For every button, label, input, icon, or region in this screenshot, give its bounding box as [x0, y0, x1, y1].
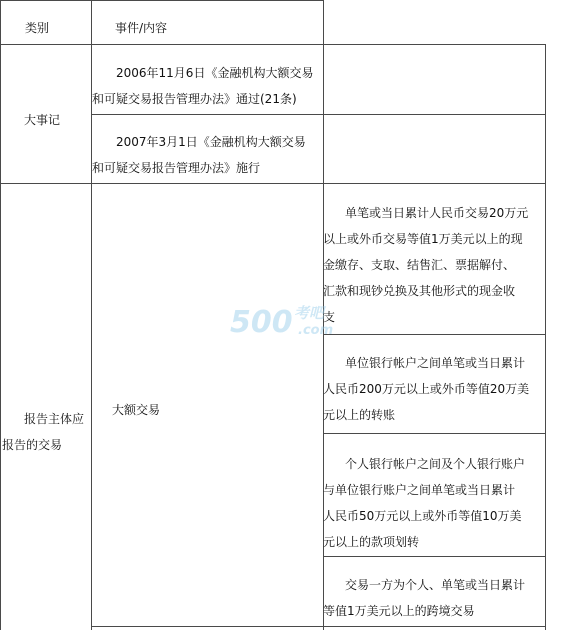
- section-category-events: 大事记: [24, 113, 61, 127]
- item-2-line-3: 元以上的转账: [323, 408, 396, 422]
- item-3-line-4: 元以上的款项划转: [323, 535, 420, 549]
- item-3-line-2: 与单位银行账户之间单笔或当日累计: [323, 483, 516, 497]
- border-bottom: [91, 626, 545, 627]
- border-item1-bottom: [323, 334, 545, 335]
- border-header-bottom: [0, 44, 545, 45]
- event-2-line-2: 和可疑交易报告管理办法》施行: [92, 161, 261, 175]
- watermark-logo: [228, 298, 356, 342]
- item-1-line-2: 以上或外币交易等值1万美元以上的现: [323, 232, 523, 246]
- item-1-line-3: 金缴存、支取、结售汇、票据解付、: [323, 258, 516, 272]
- border-item3-bottom: [323, 556, 545, 557]
- item-3-line-1: 个人银行帐户之间及个人银行账户: [345, 457, 526, 471]
- border-top: [0, 0, 323, 1]
- item-2-line-2: 人民币200万元以上或外币等值20万美: [323, 382, 530, 396]
- header-content: 事件/内容: [115, 21, 168, 35]
- section-category-line-1: 报告主体应: [24, 412, 85, 426]
- watermark-number: 500: [230, 305, 293, 340]
- border-event-divider: [91, 114, 545, 115]
- item-1-line-1: 单笔或当日累计人民币交易20万元: [345, 206, 529, 220]
- item-1-line-4: 汇款和现钞兑换及其他形式的现金收: [323, 284, 516, 298]
- item-2-line-1: 单位银行帐户之间单笔或当日累计: [345, 356, 526, 370]
- border-item2-bottom: [323, 433, 545, 434]
- item-4-line-1: 交易一方为个人、单笔或当日累计: [345, 578, 526, 592]
- subcategory-large-transaction: 大额交易: [112, 403, 161, 417]
- header-category: 类别: [25, 21, 50, 35]
- border-right: [545, 44, 546, 630]
- watermark-domain: .com: [298, 323, 334, 338]
- border-left: [0, 0, 1, 630]
- section-category-line-2: 报告的交易: [2, 438, 63, 452]
- event-2-line-1: 2007年3月1日《金融机构大额交易: [116, 135, 306, 149]
- border-section-divider: [0, 183, 545, 184]
- watermark-cn: 考吧: [294, 304, 325, 322]
- item-1-line-5: 支: [323, 310, 336, 324]
- event-1-line-2: 和可疑交易报告管理办法》通过(21条): [92, 92, 297, 106]
- event-1-line-1: 2006年11月6日《金融机构大额交易: [116, 66, 314, 80]
- item-3-line-3: 人民币50万元以上或外币等值10万美: [323, 509, 522, 523]
- item-4-line-2: 等值1万美元以上的跨境交易: [323, 604, 475, 618]
